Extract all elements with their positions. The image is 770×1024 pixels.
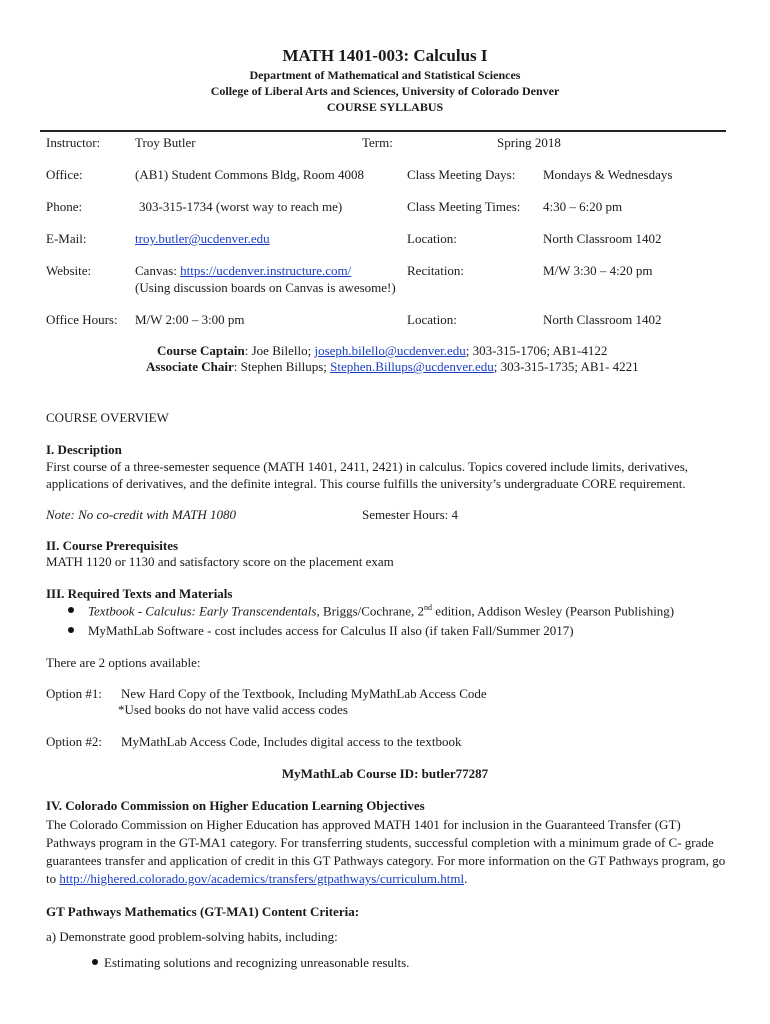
textbook-authors: , Briggs/Cochrane, 2 <box>316 603 425 619</box>
option1-text: New Hard Copy of the Textbook, Including MyMathLab Access Code <box>121 686 487 701</box>
options-intro: There are 2 options available: <box>46 655 201 670</box>
doc-type-line: COURSE SYLLABUS <box>326 100 444 114</box>
course-captain-label: Course Captain <box>157 343 245 358</box>
gt-heading: IV. Colorado Commission on Higher Education Learning Objectives <box>46 798 425 813</box>
email-link[interactable]: troy.butler@ucdenver.edu <box>135 231 270 246</box>
bullet-icon <box>68 627 74 633</box>
option2-label: Option #2: <box>46 734 102 749</box>
criteria-a: a) Demonstrate good problem-solving habits, including: <box>46 929 338 944</box>
department-line: Department of Mathematical and Statistical Sciences <box>249 68 521 82</box>
course-overview-heading: COURSE OVERVIEW <box>46 410 169 425</box>
associate-chair-label: Associate Chair <box>146 359 234 374</box>
prerequisites-heading: II. Course Prerequisites <box>46 538 179 553</box>
description-text: First course of a three-semester sequence (MATH 1401, 2411, 2421) in calculus. Topics covered include limits, derivatives, applications of derivatives, and the definite integral. This course fulfills the university’s undergraduate CORE requirement. <box>46 459 689 491</box>
college-line: College of Liberal Arts and Sciences, University of Colorado Denver <box>210 84 560 98</box>
option1-note: *Used books do not have valid access codes <box>118 702 348 717</box>
description-heading: I. Description <box>46 442 122 457</box>
phone-value: 303-315-1734 (worst way to reach me) <box>139 199 343 214</box>
meeting-times-label: Class Meeting Times: <box>407 199 521 214</box>
mymathlab-item <box>68 623 574 639</box>
email-label: E-Mail: <box>46 231 87 246</box>
gt-end: . <box>464 871 468 886</box>
gt-text: The Colorado Commission on Higher Education has approved MATH 1401 for inclusion in the Guaranteed Transfer (GT) Pathways program in the GT-MA1 category. For transferring students, successful completion with a minimum grade of C- grade guarantees transfer and application of credit in this GT Pathways category. For more information on the GT Pathways program, go to <box>46 817 726 886</box>
instructor-value: Troy Butler <box>135 135 196 150</box>
meeting-times-value: 4:30 – 6:20 pm <box>543 199 623 214</box>
course-captain-email[interactable]: joseph.bilello@ucdenver.edu <box>314 343 466 358</box>
texts-heading: III. Required Texts and Materials <box>46 586 233 601</box>
semester-hours: Semester Hours: 4 <box>362 507 459 522</box>
gt-paragraph <box>46 816 730 888</box>
bullet-icon <box>92 959 98 965</box>
course-captain-line <box>157 343 607 359</box>
office-hours-label: Office Hours: <box>46 312 118 327</box>
website-link[interactable]: https://ucdenver.instructure.com/ <box>180 263 352 278</box>
associate-chair-email[interactable]: Stephen.Billups@ucdenver.edu <box>330 359 494 374</box>
location-label: Location: <box>407 231 457 246</box>
criteria-heading: GT Pathways Mathematics (GT-MA1) Content Criteria: <box>46 904 360 919</box>
option2-text: MyMathLab Access Code, Includes digital access to the textbook <box>121 734 462 749</box>
location2-label: Location: <box>407 312 457 327</box>
textbook-sup: nd <box>424 603 433 612</box>
gt-link[interactable]: http://highered.colorado.gov/academics/transfers/gtpathways/curriculum.html <box>59 871 465 886</box>
header-rule <box>40 130 726 132</box>
prerequisites-text: MATH 1120 or 1130 and satisfactory score on the placement exam <box>46 554 394 569</box>
office-value: (AB1) Student Commons Bldg, Room 4008 <box>135 167 364 182</box>
associate-chair-rest: ; 303-315-1735; AB1- 4221 <box>493 359 639 374</box>
phone-label: Phone: <box>46 199 83 214</box>
meeting-days-label: Class Meeting Days: <box>407 167 516 182</box>
textbook-title: Textbook - Calculus: Early Transcendentals <box>88 603 317 619</box>
recitation-value: M/W 3:30 – 4:20 pm <box>543 263 653 278</box>
course-captain-rest: ; 303-315-1706; AB1-4122 <box>465 343 608 358</box>
option1-label: Option #1: <box>46 686 102 701</box>
associate-chair-name: : Stephen Billups; <box>233 359 331 374</box>
term-value: Spring 2018 <box>497 135 561 150</box>
textbook-item <box>68 603 674 619</box>
bullet-icon <box>68 607 74 613</box>
term-label: Term: <box>362 135 393 150</box>
mymathlab-text: MyMathLab Software - cost includes access for Calculus II also (if taken Fall/Summer 2017) <box>88 623 574 638</box>
course-id: MyMathLab Course ID: butler77287 <box>281 766 489 781</box>
textbook-edition: edition, Addison Wesley (Pearson Publishing) <box>432 603 675 619</box>
location-value: North Classroom 1402 <box>543 231 662 246</box>
meeting-days-value: Mondays & Wednesdays <box>543 167 673 182</box>
website-label: Website: <box>46 263 92 278</box>
criteria-bullet-text: Estimating solutions and recognizing unreasonable results. <box>104 955 410 970</box>
office-hours-value: M/W 2:00 – 3:00 pm <box>135 312 245 327</box>
associate-chair-line <box>146 359 639 375</box>
website-note: (Using discussion boards on Canvas is awesome!) <box>135 280 396 295</box>
instructor-label: Instructor: <box>46 135 101 150</box>
course-captain-name: : Joe Bilello; <box>244 343 315 358</box>
website-line <box>135 263 351 279</box>
office-label: Office: <box>46 167 83 182</box>
criteria-bullet <box>92 955 409 971</box>
website-prefix: Canvas: <box>135 263 181 278</box>
co-credit-note: Note: No co-credit with MATH 1080 <box>46 507 237 522</box>
recitation-label: Recitation: <box>407 263 465 278</box>
location2-value: North Classroom 1402 <box>543 312 662 327</box>
page-title: MATH 1401-003: Calculus I <box>282 46 488 65</box>
